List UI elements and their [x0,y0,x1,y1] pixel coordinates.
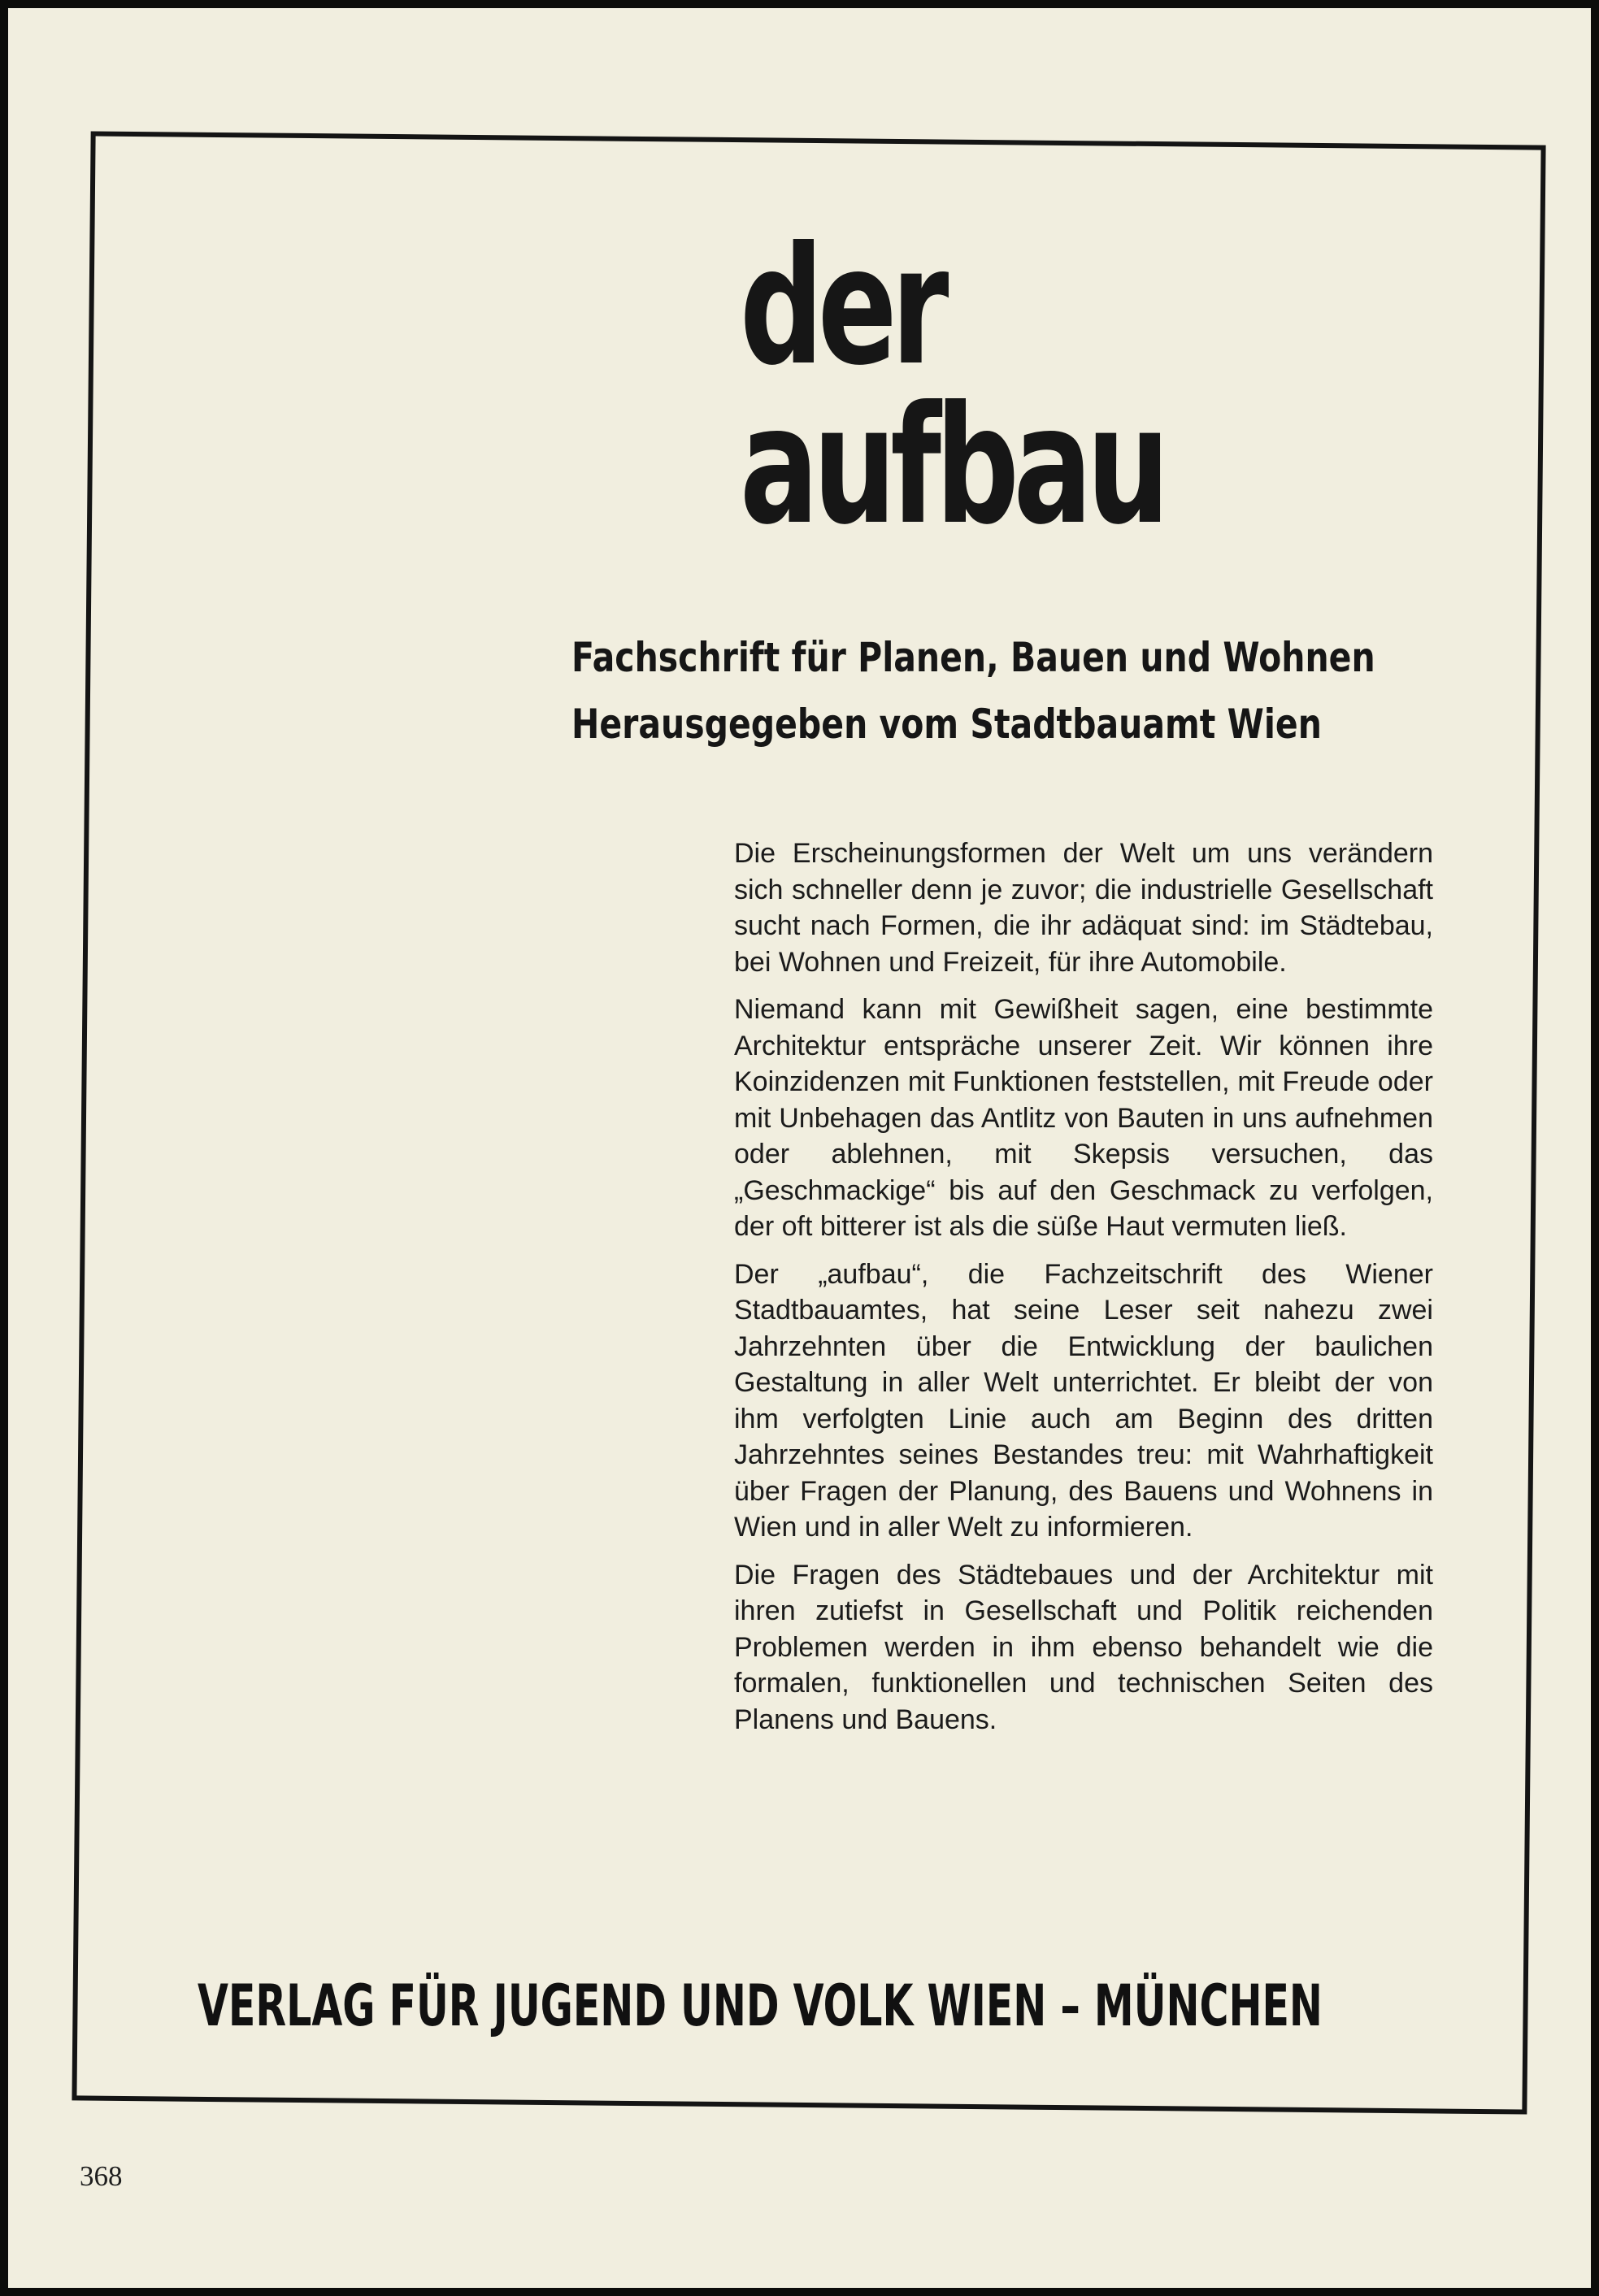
paragraph-3: Der „aufbau“, die Fachzeitschrift des Wiener Stadtbauamtes, hat seine Leser seit nahezu zwei Jahrzehnten über die Entwicklung der baulichen Gestaltung in aller Welt unterrichtet. Er bleibt der von ihm verfolgten Linie auch am Beginn des dritten Jahrzehntes seines Bestandes treu: mit Wahrhaftigkeit über Fragen der Planung, des Bauens und Wohnens in Wien und in aller Welt zu informieren. [734,1258,1433,1543]
publisher-line: VERLAG FÜR JUGEND UND VOLK WIEN – MÜNCHEN [198,1973,1323,2039]
paragraph-2: Niemand kann mit Gewißheit sagen, eine bestimmte Architektur entspräche unserer Zeit. Wir können ihre Koinzidenzen mit Funktionen feststellen, mit Freude oder mit Unbehagen das Antlitz von Bauten in uns aufnehmen oder ablehnen, mit Skepsis versuchen, das „Geschmackige“ bis auf den Geschmack zu verfolgen, der oft bitterer ist als die süße Haut vermuten ließ. [734,994,1433,1242]
scanned-page [8,8,1591,2288]
page-number: 368 [80,2160,123,2192]
masthead-line-1: der [740,212,944,401]
paragraph-4: Die Fragen des Städtebaues und der Architektur mit ihren zutiefst in Gesellschaft und Politik reichenden Problemen werden in ihm ebenso behandelt wie die formalen, funktionellen und technischen Seiten des Planens und Bauens. [734,1559,1433,1735]
subtitle [571,624,1375,757]
subtitle-line-1: Fachschrift für Planen, Bauen und Wohnen [571,634,1375,681]
paragraph-1: Die Erscheinungsformen der Welt um uns verändern sich schneller denn je zuvor; die industrielle Gesellschaft sucht nach Formen, die ihr adäquat sind: im Städtebau, bei Wohnen und Freizeit, für ihre Automobile. [734,838,1433,978]
subtitle-line-2: Herausgegeben vom Stadtbauamt Wien [571,701,1322,748]
masthead-title [740,212,1164,561]
masthead-line-2: aufbau [740,371,1164,561]
body-text [734,836,1433,1749]
